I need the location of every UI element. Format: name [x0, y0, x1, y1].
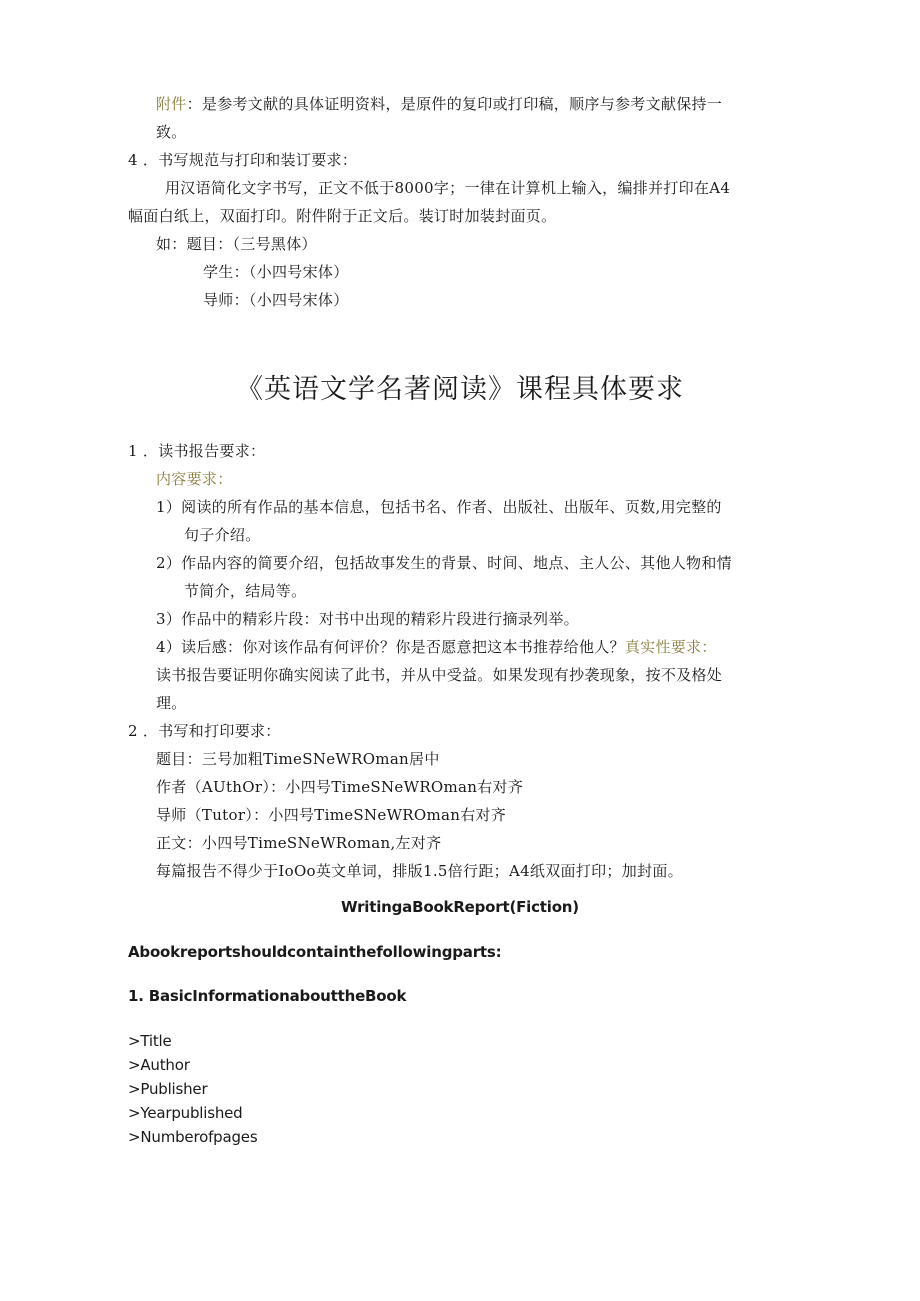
point4-line — [156, 637, 717, 657]
point1-line1: 1）阅读的所有作品的基本信息，包括书名、作者、出版社、出版年、页数,用完整的 — [156, 498, 722, 516]
list-item-pages: >Numberofpages — [128, 1128, 258, 1146]
point2-line2: 节简介，结局等。 — [184, 582, 307, 600]
example-tutor-format: 导师：（小四号宋体） — [203, 291, 349, 309]
item1-heading: 1 ．读书报告要求： — [128, 442, 266, 460]
english-heading: WritingaBookReport(Fiction) — [341, 898, 579, 916]
attachment-paragraph — [156, 94, 722, 114]
list-item-title: >Title — [128, 1032, 172, 1050]
requirement-tutor: 导师（Tutor）：小四号TimeSNeWROman右对齐 — [156, 806, 507, 824]
item4-body-line1: 用汉语简化文字书写，正文不低于8000字；一律在计算机上输入，编排并打印在A4 — [165, 179, 731, 197]
example-student-format: 学生：（小四号宋体） — [203, 263, 349, 281]
english-part1-heading: 1. BasicInformationabouttheBook — [128, 987, 407, 1005]
requirement-body: 正文：小四号TimeSNeWRoman,左对齐 — [156, 834, 442, 852]
content-requirements-label: 内容要求： — [156, 470, 233, 488]
example-title-format: 如：题目：（三号黑体） — [156, 235, 317, 253]
item4-body-line2: 幅面白纸上，双面打印。附件附于正文后。装订时加装封面页。 — [128, 207, 557, 225]
point1-line2: 句子介绍。 — [184, 526, 261, 544]
authenticity-label: 真实性要求： — [624, 638, 717, 656]
attachment-continuation: 致。 — [156, 123, 187, 141]
authenticity-line1: 读书报告要证明你确实阅读了此书，并从中受益。如果发现有抄袭现象，按不及格处 — [156, 666, 723, 684]
requirement-length: 每篇报告不得少于IoOo英文单词，排版1.5倍行距；A4纸双面打印；加封面。 — [156, 862, 683, 880]
course-title: 《英语文学名著阅读》课程具体要求 — [236, 374, 684, 405]
english-intro: Abookreportshouldcontainthefollowingparts: — [128, 943, 502, 961]
item2-heading: 2 ．书写和打印要求： — [128, 722, 281, 740]
requirement-author: 作者（AUthOr）：小四号TimeSNeWROman右对齐 — [156, 778, 524, 796]
list-item-year: >Yearpublished — [128, 1104, 243, 1122]
authenticity-line2: 理。 — [156, 694, 187, 712]
item4-heading: 4 ．书写规范与打印和装订要求： — [128, 151, 358, 169]
point3: 3）作品中的精彩片段：对书中出现的精彩片段进行摘录列举。 — [156, 610, 579, 628]
attachment-text: ：是参考文献的具体证明资料，是原件的复印或打印稿，顺序与参考文献保持一 — [186, 95, 723, 113]
list-item-author: >Author — [128, 1056, 190, 1074]
attachment-label: 附件 — [156, 95, 187, 113]
requirement-title: 题目：三号加粗TimeSNeWROman居中 — [156, 750, 440, 768]
list-item-publisher: >Publisher — [128, 1080, 208, 1098]
point4: 4）读后感：你对该作品有何评价？你是否愿意把这本书推荐给他人？ — [156, 638, 625, 656]
point2-line1: 2）作品内容的简要介绍，包括故事发生的背景、时间、地点、主人公、其他人物和情 — [156, 554, 732, 572]
